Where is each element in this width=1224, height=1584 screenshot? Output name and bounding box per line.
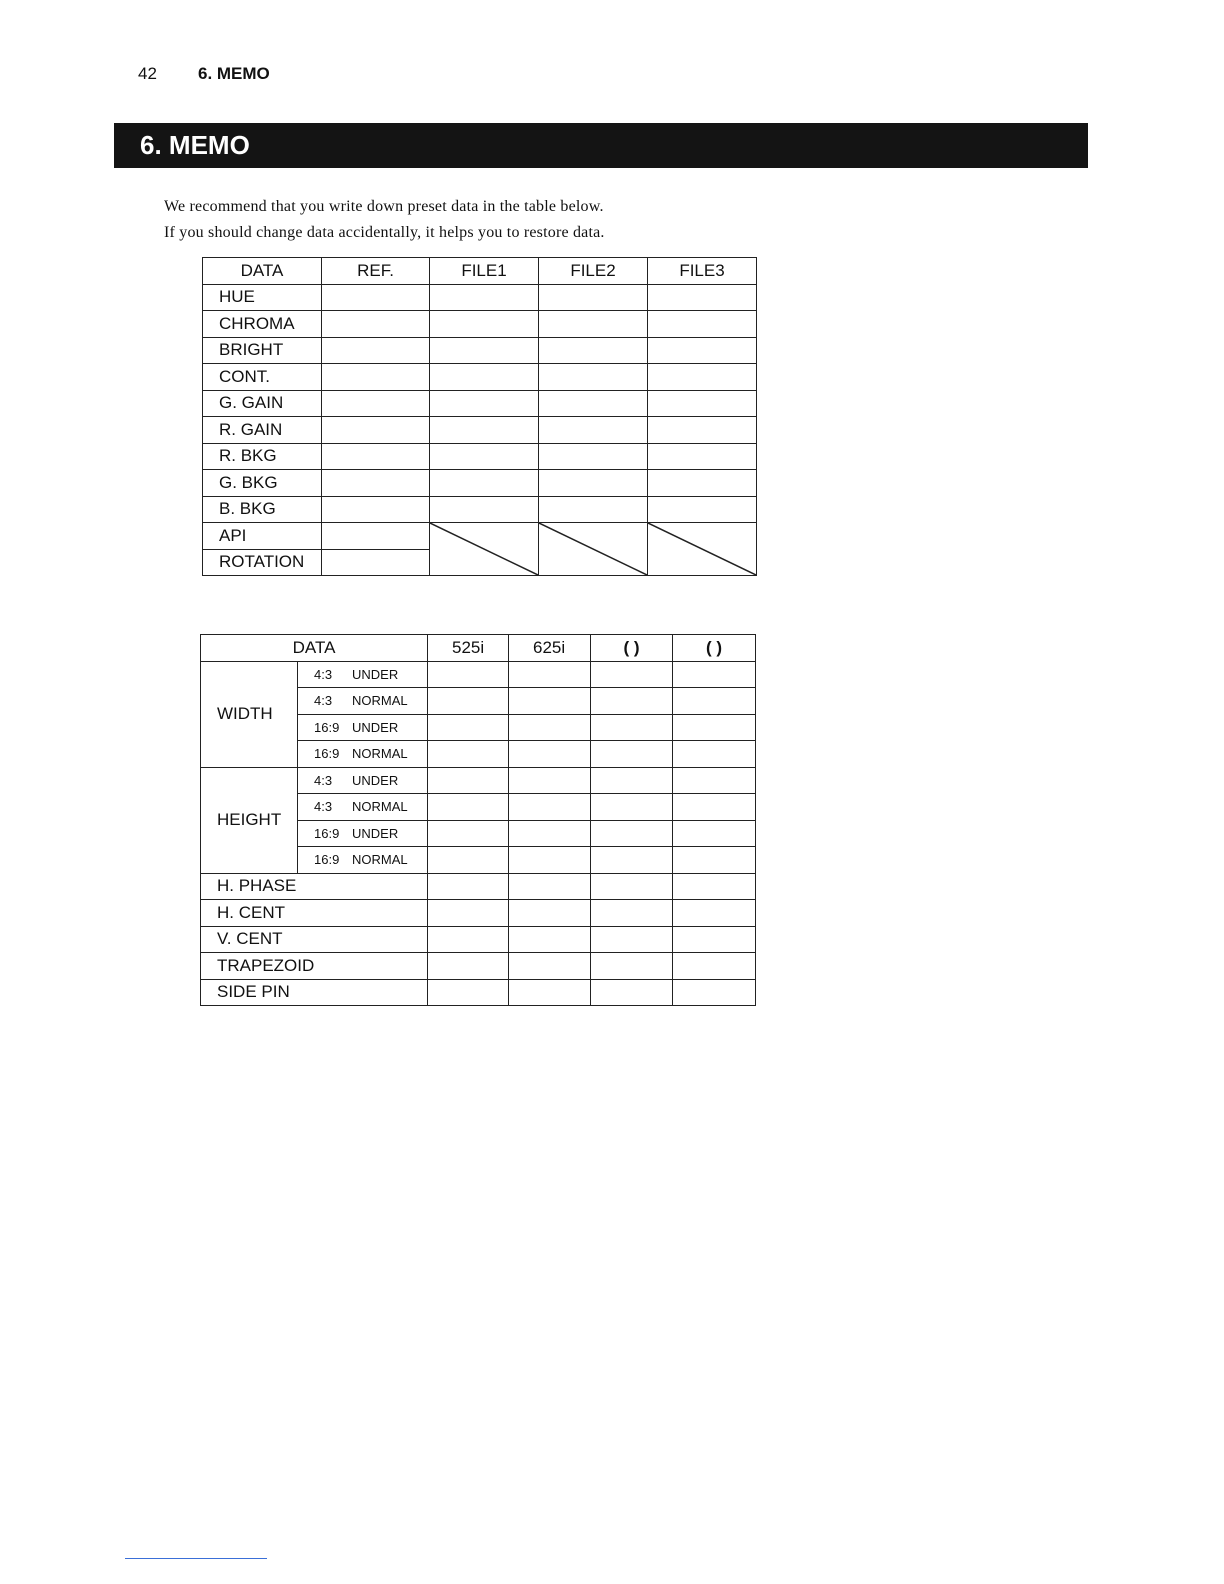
entry-cell[interactable] <box>591 661 673 688</box>
entry-cell[interactable] <box>430 284 539 311</box>
entry-cell[interactable] <box>648 284 757 311</box>
table-row <box>203 443 757 470</box>
column-header: 525i <box>428 635 509 662</box>
sub-row-label: 16:9 NORMAL <box>298 741 428 768</box>
table-row <box>201 926 756 953</box>
entry-cell[interactable] <box>673 741 756 768</box>
entry-cell[interactable] <box>430 470 539 497</box>
entry-cell[interactable] <box>539 390 648 417</box>
column-header: DATA <box>201 635 428 662</box>
entry-cell[interactable] <box>509 688 591 715</box>
column-header: FILE1 <box>430 258 539 285</box>
entry-cell[interactable] <box>591 688 673 715</box>
table-row <box>203 523 757 550</box>
preset-data-table <box>202 257 757 576</box>
entry-cell[interactable] <box>322 311 430 338</box>
entry-cell[interactable] <box>673 688 756 715</box>
footer-rule <box>125 1558 267 1559</box>
column-header: 625i <box>509 635 591 662</box>
entry-cell[interactable] <box>673 714 756 741</box>
entry-cell[interactable] <box>591 767 673 794</box>
row-label: ROTATION <box>203 549 322 576</box>
group-label-height: HEIGHT <box>201 767 298 873</box>
entry-cell[interactable] <box>322 417 430 444</box>
entry-cell[interactable] <box>591 820 673 847</box>
entry-cell[interactable] <box>428 741 509 768</box>
page-number: 42 <box>138 64 157 83</box>
entry-cell[interactable] <box>428 688 509 715</box>
entry-cell[interactable] <box>539 364 648 391</box>
diagonal-slash-icon <box>430 523 538 575</box>
entry-cell[interactable] <box>509 953 591 980</box>
entry-cell[interactable] <box>428 661 509 688</box>
entry-cell[interactable] <box>428 900 509 927</box>
entry-cell[interactable] <box>673 820 756 847</box>
entry-cell[interactable] <box>430 443 539 470</box>
column-header: ( ) <box>673 635 756 662</box>
row-label: R. BKG <box>203 443 322 470</box>
row-label: V. CENT <box>201 926 428 953</box>
entry-cell[interactable] <box>322 470 430 497</box>
entry-cell[interactable] <box>539 337 648 364</box>
column-header: DATA <box>203 258 322 285</box>
entry-cell[interactable] <box>591 979 673 1006</box>
entry-cell[interactable] <box>648 417 757 444</box>
diagonal-slash-icon <box>648 523 756 575</box>
entry-cell[interactable] <box>509 847 591 874</box>
table-row <box>203 364 757 391</box>
entry-cell[interactable] <box>430 364 539 391</box>
table-row <box>201 979 756 1006</box>
row-label: SIDE PIN <box>201 979 428 1006</box>
table-row <box>203 470 757 497</box>
entry-cell[interactable] <box>591 873 673 900</box>
not-applicable-cell <box>539 523 648 576</box>
row-label: G. BKG <box>203 470 322 497</box>
entry-cell[interactable] <box>539 311 648 338</box>
entry-cell[interactable] <box>648 390 757 417</box>
row-label: CONT. <box>203 364 322 391</box>
entry-cell[interactable] <box>648 311 757 338</box>
not-applicable-cell <box>430 523 539 576</box>
row-label: H. CENT <box>201 900 428 927</box>
sub-row-label: 16:9 UNDER <box>298 820 428 847</box>
entry-cell[interactable] <box>673 661 756 688</box>
entry-cell[interactable] <box>428 767 509 794</box>
running-section-title: 6. MEMO <box>198 64 270 83</box>
row-label: B. BKG <box>203 496 322 523</box>
entry-cell[interactable] <box>509 661 591 688</box>
entry-cell[interactable] <box>430 311 539 338</box>
entry-cell[interactable] <box>322 443 430 470</box>
entry-cell[interactable] <box>428 820 509 847</box>
entry-cell[interactable] <box>539 443 648 470</box>
entry-cell[interactable] <box>673 794 756 821</box>
entry-cell[interactable] <box>509 926 591 953</box>
row-label: TRAPEZOID <box>201 953 428 980</box>
column-header: ( ) <box>591 635 673 662</box>
entry-cell[interactable] <box>539 284 648 311</box>
entry-cell[interactable] <box>430 417 539 444</box>
table-row <box>201 900 756 927</box>
entry-cell[interactable] <box>430 337 539 364</box>
entry-cell[interactable] <box>322 337 430 364</box>
table-row <box>201 767 756 794</box>
entry-cell[interactable] <box>322 390 430 417</box>
row-label: HUE <box>203 284 322 311</box>
entry-cell[interactable] <box>322 284 430 311</box>
diagonal-slash-icon <box>539 523 647 575</box>
entry-cell[interactable] <box>591 926 673 953</box>
row-label: H. PHASE <box>201 873 428 900</box>
entry-cell[interactable] <box>673 767 756 794</box>
entry-cell[interactable] <box>509 767 591 794</box>
sub-row-label: 4:3 NORMAL <box>298 794 428 821</box>
entry-cell[interactable] <box>591 714 673 741</box>
entry-cell[interactable] <box>322 523 430 550</box>
entry-cell[interactable] <box>428 714 509 741</box>
table-row <box>203 284 757 311</box>
entry-cell[interactable] <box>648 496 757 523</box>
table-row <box>201 873 756 900</box>
table-row <box>203 496 757 523</box>
entry-cell[interactable] <box>673 900 756 927</box>
intro-text <box>164 194 605 246</box>
entry-cell[interactable] <box>673 847 756 874</box>
section-title: 6. MEMO <box>140 130 250 160</box>
table-row <box>203 417 757 444</box>
entry-cell[interactable] <box>648 470 757 497</box>
entry-cell[interactable] <box>648 443 757 470</box>
geometry-data-table <box>200 634 756 1006</box>
intro-line-1: We recommend that you write down preset data in the table below. <box>164 198 604 215</box>
entry-cell[interactable] <box>509 979 591 1006</box>
entry-cell[interactable] <box>673 926 756 953</box>
table-row <box>203 390 757 417</box>
entry-cell[interactable] <box>509 873 591 900</box>
column-header: REF. <box>322 258 430 285</box>
column-header: FILE2 <box>539 258 648 285</box>
group-label-width: WIDTH <box>201 661 298 767</box>
entry-cell[interactable] <box>539 470 648 497</box>
table-row <box>201 661 756 688</box>
entry-cell[interactable] <box>428 953 509 980</box>
entry-cell[interactable] <box>509 794 591 821</box>
intro-line-2: If you should change data accidentally, it helps you to restore data. <box>164 224 605 241</box>
table-row <box>203 337 757 364</box>
entry-cell[interactable] <box>673 873 756 900</box>
entry-cell[interactable] <box>591 741 673 768</box>
entry-cell[interactable] <box>322 496 430 523</box>
entry-cell[interactable] <box>428 873 509 900</box>
entry-cell[interactable] <box>428 847 509 874</box>
entry-cell[interactable] <box>430 390 539 417</box>
section-title-bar <box>114 123 1088 168</box>
column-header: FILE3 <box>648 258 757 285</box>
entry-cell[interactable] <box>591 847 673 874</box>
entry-cell[interactable] <box>509 900 591 927</box>
entry-cell[interactable] <box>539 496 648 523</box>
entry-cell[interactable] <box>591 900 673 927</box>
entry-cell[interactable] <box>509 820 591 847</box>
entry-cell[interactable] <box>428 926 509 953</box>
not-applicable-cell <box>648 523 757 576</box>
entry-cell[interactable] <box>673 953 756 980</box>
sub-row-label: 4:3 UNDER <box>298 661 428 688</box>
table-header-row <box>201 635 756 662</box>
row-label: G. GAIN <box>203 390 322 417</box>
entry-cell[interactable] <box>428 794 509 821</box>
sub-row-label: 4:3 UNDER <box>298 767 428 794</box>
entry-cell[interactable] <box>539 417 648 444</box>
table-row <box>201 953 756 980</box>
entry-cell[interactable] <box>509 741 591 768</box>
entry-cell[interactable] <box>509 714 591 741</box>
table-header-row <box>203 258 757 285</box>
row-label: BRIGHT <box>203 337 322 364</box>
running-head <box>138 64 270 84</box>
entry-cell[interactable] <box>591 953 673 980</box>
entry-cell[interactable] <box>648 364 757 391</box>
row-label: CHROMA <box>203 311 322 338</box>
sub-row-label: 16:9 UNDER <box>298 714 428 741</box>
entry-cell[interactable] <box>322 364 430 391</box>
sub-row-label: 16:9 NORMAL <box>298 847 428 874</box>
entry-cell[interactable] <box>591 794 673 821</box>
row-label: R. GAIN <box>203 417 322 444</box>
row-label: API <box>203 523 322 550</box>
sub-row-label: 4:3 NORMAL <box>298 688 428 715</box>
entry-cell[interactable] <box>322 549 430 576</box>
entry-cell[interactable] <box>648 337 757 364</box>
entry-cell[interactable] <box>673 979 756 1006</box>
table-row <box>203 311 757 338</box>
entry-cell[interactable] <box>430 496 539 523</box>
entry-cell[interactable] <box>428 979 509 1006</box>
